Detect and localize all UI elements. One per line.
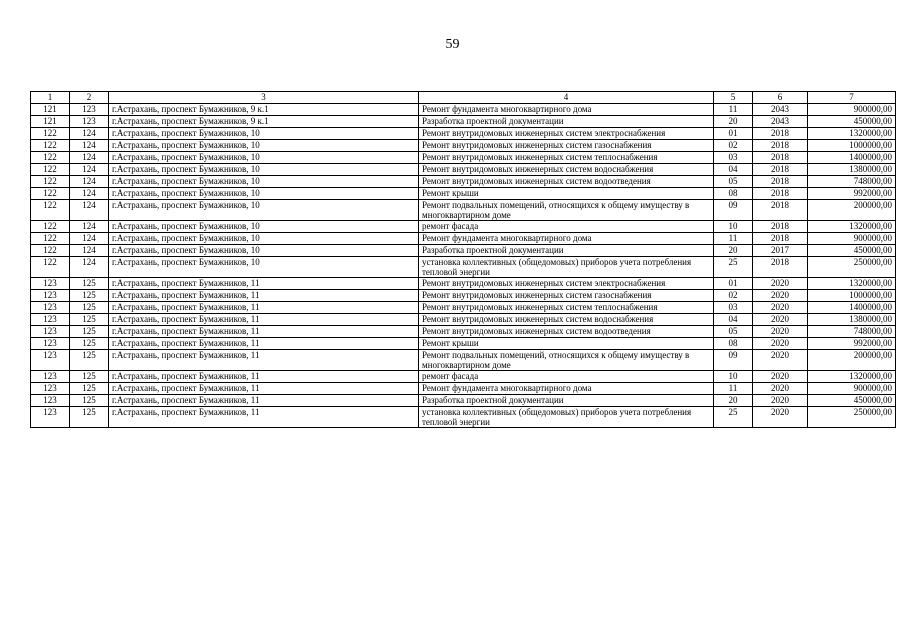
work-code-cell: 01 <box>714 278 753 290</box>
cost-cell: 1380000,00 <box>808 164 896 176</box>
address-cell: г.Астрахань, проспект Бумажников, 10 <box>109 233 419 245</box>
address-cell: г.Астрахань, проспект Бумажников, 11 <box>109 395 419 407</box>
address-cell: г.Астрахань, проспект Бумажников, 10 <box>109 221 419 233</box>
row-number-cell: 123 <box>31 302 70 314</box>
year-cell: 2020 <box>753 338 808 350</box>
row-number-cell: 122 <box>31 245 70 257</box>
header-cell: 4 <box>419 92 714 104</box>
row-number-cell: 121 <box>31 104 70 116</box>
table-row <box>31 233 896 245</box>
work-code-cell: 08 <box>714 188 753 200</box>
year-cell: 2018 <box>753 140 808 152</box>
year-cell: 2018 <box>753 152 808 164</box>
work-code-cell: 02 <box>714 140 753 152</box>
house-id-cell: 124 <box>70 233 109 245</box>
work-type-cell: Ремонт внутридомовых инженерных систем газоснабжения <box>419 140 714 152</box>
table-row <box>31 383 896 395</box>
work-type-cell: Ремонт фундамента многоквартирного дома <box>419 104 714 116</box>
work-type-cell: Ремонт внутридомовых инженерных систем электроснабжения <box>419 128 714 140</box>
house-id-cell: 125 <box>70 407 109 428</box>
cost-cell: 1320000,00 <box>808 278 896 290</box>
year-cell: 2020 <box>753 278 808 290</box>
cost-cell: 900000,00 <box>808 104 896 116</box>
house-id-cell: 125 <box>70 314 109 326</box>
table-header-row <box>31 92 896 104</box>
year-cell: 2018 <box>753 176 808 188</box>
work-code-cell: 11 <box>714 383 753 395</box>
cost-cell: 1320000,00 <box>808 128 896 140</box>
cost-cell: 200000,00 <box>808 200 896 221</box>
header-cell: 2 <box>70 92 109 104</box>
work-type-cell: ремонт фасада <box>419 221 714 233</box>
work-code-cell: 02 <box>714 290 753 302</box>
cost-cell: 1320000,00 <box>808 371 896 383</box>
work-type-cell: Ремонт внутридомовых инженерных систем газоснабжения <box>419 290 714 302</box>
table-row <box>31 221 896 233</box>
work-code-cell: 03 <box>714 302 753 314</box>
row-number-cell: 123 <box>31 395 70 407</box>
house-id-cell: 123 <box>70 116 109 128</box>
table-row <box>31 140 896 152</box>
work-type-cell: Ремонт подвальных помещений, относящихся к общему имуществу в многоквартирном доме <box>419 200 714 221</box>
row-number-cell: 123 <box>31 371 70 383</box>
house-id-cell: 124 <box>70 188 109 200</box>
work-code-cell: 20 <box>714 116 753 128</box>
work-code-cell: 25 <box>714 257 753 278</box>
house-id-cell: 124 <box>70 152 109 164</box>
page-number: 59 <box>445 37 460 52</box>
work-code-cell: 10 <box>714 221 753 233</box>
work-type-cell: Ремонт внутридомовых инженерных систем водоотведения <box>419 176 714 188</box>
cost-cell: 250000,00 <box>808 257 896 278</box>
row-number-cell: 122 <box>31 164 70 176</box>
row-number-cell: 122 <box>31 152 70 164</box>
row-number-cell: 122 <box>31 233 70 245</box>
work-code-cell: 09 <box>714 200 753 221</box>
table-row <box>31 338 896 350</box>
row-number-cell: 123 <box>31 326 70 338</box>
address-cell: г.Астрахань, проспект Бумажников, 11 <box>109 302 419 314</box>
year-cell: 2018 <box>753 188 808 200</box>
row-number-cell: 123 <box>31 278 70 290</box>
work-type-cell: Ремонт внутридомовых инженерных систем теплоснабжения <box>419 152 714 164</box>
work-type-cell: Ремонт фундамента многоквартирного дома <box>419 233 714 245</box>
row-number-cell: 121 <box>31 116 70 128</box>
row-number-cell: 122 <box>31 200 70 221</box>
work-type-cell: Ремонт внутридомовых инженерных систем водоотведения <box>419 326 714 338</box>
cost-cell: 450000,00 <box>808 116 896 128</box>
cost-cell: 450000,00 <box>808 395 896 407</box>
address-cell: г.Астрахань, проспект Бумажников, 11 <box>109 350 419 371</box>
work-type-cell: Разработка проектной документации <box>419 245 714 257</box>
work-code-cell: 25 <box>714 407 753 428</box>
work-code-cell: 09 <box>714 350 753 371</box>
header-cell: 7 <box>808 92 896 104</box>
table-row <box>31 326 896 338</box>
header-cell: 3 <box>109 92 419 104</box>
work-code-cell: 08 <box>714 338 753 350</box>
work-type-cell: Ремонт внутридомовых инженерных систем водоснабжения <box>419 314 714 326</box>
address-cell: г.Астрахань, проспект Бумажников, 11 <box>109 314 419 326</box>
address-cell: г.Астрахань, проспект Бумажников, 10 <box>109 152 419 164</box>
row-number-cell: 122 <box>31 176 70 188</box>
year-cell: 2020 <box>753 350 808 371</box>
house-id-cell: 125 <box>70 302 109 314</box>
table-row <box>31 257 896 278</box>
work-code-cell: 04 <box>714 314 753 326</box>
row-number-cell: 123 <box>31 383 70 395</box>
address-cell: г.Астрахань, проспект Бумажников, 10 <box>109 176 419 188</box>
year-cell: 2018 <box>753 128 808 140</box>
work-code-cell: 11 <box>714 233 753 245</box>
cost-cell: 250000,00 <box>808 407 896 428</box>
table-row <box>31 290 896 302</box>
work-code-cell: 04 <box>714 164 753 176</box>
cost-cell: 900000,00 <box>808 233 896 245</box>
work-code-cell: 05 <box>714 176 753 188</box>
work-code-cell: 11 <box>714 104 753 116</box>
house-id-cell: 124 <box>70 257 109 278</box>
house-id-cell: 125 <box>70 338 109 350</box>
work-type-cell: Ремонт внутридомовых инженерных систем водоснабжения <box>419 164 714 176</box>
house-id-cell: 124 <box>70 140 109 152</box>
house-id-cell: 125 <box>70 395 109 407</box>
row-number-cell: 122 <box>31 221 70 233</box>
cost-cell: 900000,00 <box>808 383 896 395</box>
address-cell: г.Астрахань, проспект Бумажников, 10 <box>109 245 419 257</box>
table-row <box>31 350 896 371</box>
house-id-cell: 124 <box>70 164 109 176</box>
house-id-cell: 124 <box>70 245 109 257</box>
row-number-cell: 122 <box>31 188 70 200</box>
address-cell: г.Астрахань, проспект Бумажников, 11 <box>109 278 419 290</box>
row-number-cell: 123 <box>31 350 70 371</box>
year-cell: 2020 <box>753 302 808 314</box>
work-code-cell: 20 <box>714 245 753 257</box>
cost-cell: 1320000,00 <box>808 221 896 233</box>
row-number-cell: 123 <box>31 290 70 302</box>
year-cell: 2018 <box>753 233 808 245</box>
address-cell: г.Астрахань, проспект Бумажников, 10 <box>109 140 419 152</box>
work-type-cell: Ремонт подвальных помещений, относящихся к общему имуществу в многоквартирном доме <box>419 350 714 371</box>
table-row <box>31 152 896 164</box>
cost-cell: 1380000,00 <box>808 314 896 326</box>
work-code-cell: 03 <box>714 152 753 164</box>
cost-cell: 1400000,00 <box>808 152 896 164</box>
header-cell: 1 <box>31 92 70 104</box>
address-cell: г.Астрахань, проспект Бумажников, 9 к.1 <box>109 116 419 128</box>
address-cell: г.Астрахань, проспект Бумажников, 11 <box>109 407 419 428</box>
address-cell: г.Астрахань, проспект Бумажников, 11 <box>109 326 419 338</box>
table-row <box>31 188 896 200</box>
header-cell: 5 <box>714 92 753 104</box>
work-type-cell: Ремонт крыши <box>419 188 714 200</box>
year-cell: 2018 <box>753 257 808 278</box>
work-code-cell: 05 <box>714 326 753 338</box>
work-code-cell: 20 <box>714 395 753 407</box>
table-row <box>31 176 896 188</box>
table-row <box>31 104 896 116</box>
work-type-cell: Разработка проектной документации <box>419 116 714 128</box>
year-cell: 2018 <box>753 221 808 233</box>
cost-cell: 748000,00 <box>808 176 896 188</box>
table-row <box>31 200 896 221</box>
work-type-cell: установка коллективных (общедомовых) приборов учета потребления тепловой энергии <box>419 257 714 278</box>
year-cell: 2020 <box>753 395 808 407</box>
house-id-cell: 125 <box>70 290 109 302</box>
year-cell: 2020 <box>753 314 808 326</box>
house-id-cell: 125 <box>70 371 109 383</box>
house-id-cell: 124 <box>70 128 109 140</box>
header-cell: 6 <box>753 92 808 104</box>
table-row <box>31 278 896 290</box>
house-id-cell: 125 <box>70 350 109 371</box>
work-type-cell: Ремонт внутридомовых инженерных систем электроснабжения <box>419 278 714 290</box>
cost-cell: 450000,00 <box>808 245 896 257</box>
table-row <box>31 395 896 407</box>
work-type-cell: установка коллективных (общедомовых) приборов учета потребления тепловой энергии <box>419 407 714 428</box>
cost-cell: 992000,00 <box>808 338 896 350</box>
year-cell: 2020 <box>753 371 808 383</box>
row-number-cell: 123 <box>31 407 70 428</box>
year-cell: 2017 <box>753 245 808 257</box>
year-cell: 2043 <box>753 116 808 128</box>
work-type-cell: Ремонт крыши <box>419 338 714 350</box>
address-cell: г.Астрахань, проспект Бумажников, 9 к.1 <box>109 104 419 116</box>
work-type-cell: Ремонт фундамента многоквартирного дома <box>419 383 714 395</box>
address-cell: г.Астрахань, проспект Бумажников, 10 <box>109 200 419 221</box>
cost-cell: 200000,00 <box>808 350 896 371</box>
table-row <box>31 245 896 257</box>
table-row <box>31 128 896 140</box>
repair-program-table <box>30 91 896 428</box>
work-type-cell: ремонт фасада <box>419 371 714 383</box>
house-id-cell: 124 <box>70 176 109 188</box>
address-cell: г.Астрахань, проспект Бумажников, 11 <box>109 371 419 383</box>
house-id-cell: 123 <box>70 104 109 116</box>
table-row <box>31 116 896 128</box>
year-cell: 2020 <box>753 290 808 302</box>
year-cell: 2043 <box>753 104 808 116</box>
address-cell: г.Астрахань, проспект Бумажников, 11 <box>109 338 419 350</box>
table-row <box>31 407 896 428</box>
year-cell: 2020 <box>753 326 808 338</box>
address-cell: г.Астрахань, проспект Бумажников, 11 <box>109 290 419 302</box>
address-cell: г.Астрахань, проспект Бумажников, 10 <box>109 128 419 140</box>
row-number-cell: 122 <box>31 257 70 278</box>
row-number-cell: 122 <box>31 128 70 140</box>
cost-cell: 748000,00 <box>808 326 896 338</box>
row-number-cell: 123 <box>31 314 70 326</box>
work-code-cell: 01 <box>714 128 753 140</box>
house-id-cell: 124 <box>70 221 109 233</box>
address-cell: г.Астрахань, проспект Бумажников, 10 <box>109 164 419 176</box>
cost-cell: 1000000,00 <box>808 290 896 302</box>
address-cell: г.Астрахань, проспект Бумажников, 10 <box>109 188 419 200</box>
cost-cell: 1400000,00 <box>808 302 896 314</box>
house-id-cell: 125 <box>70 326 109 338</box>
house-id-cell: 125 <box>70 278 109 290</box>
row-number-cell: 122 <box>31 140 70 152</box>
cost-cell: 1000000,00 <box>808 140 896 152</box>
year-cell: 2018 <box>753 200 808 221</box>
row-number-cell: 123 <box>31 338 70 350</box>
year-cell: 2018 <box>753 164 808 176</box>
work-type-cell: Разработка проектной документации <box>419 395 714 407</box>
work-type-cell: Ремонт внутридомовых инженерных систем теплоснабжения <box>419 302 714 314</box>
year-cell: 2020 <box>753 383 808 395</box>
work-code-cell: 10 <box>714 371 753 383</box>
table-row <box>31 164 896 176</box>
year-cell: 2020 <box>753 407 808 428</box>
table-row <box>31 314 896 326</box>
cost-cell: 992000,00 <box>808 188 896 200</box>
house-id-cell: 125 <box>70 383 109 395</box>
table-row <box>31 302 896 314</box>
table-row <box>31 371 896 383</box>
house-id-cell: 124 <box>70 200 109 221</box>
address-cell: г.Астрахань, проспект Бумажников, 10 <box>109 257 419 278</box>
address-cell: г.Астрахань, проспект Бумажников, 11 <box>109 383 419 395</box>
